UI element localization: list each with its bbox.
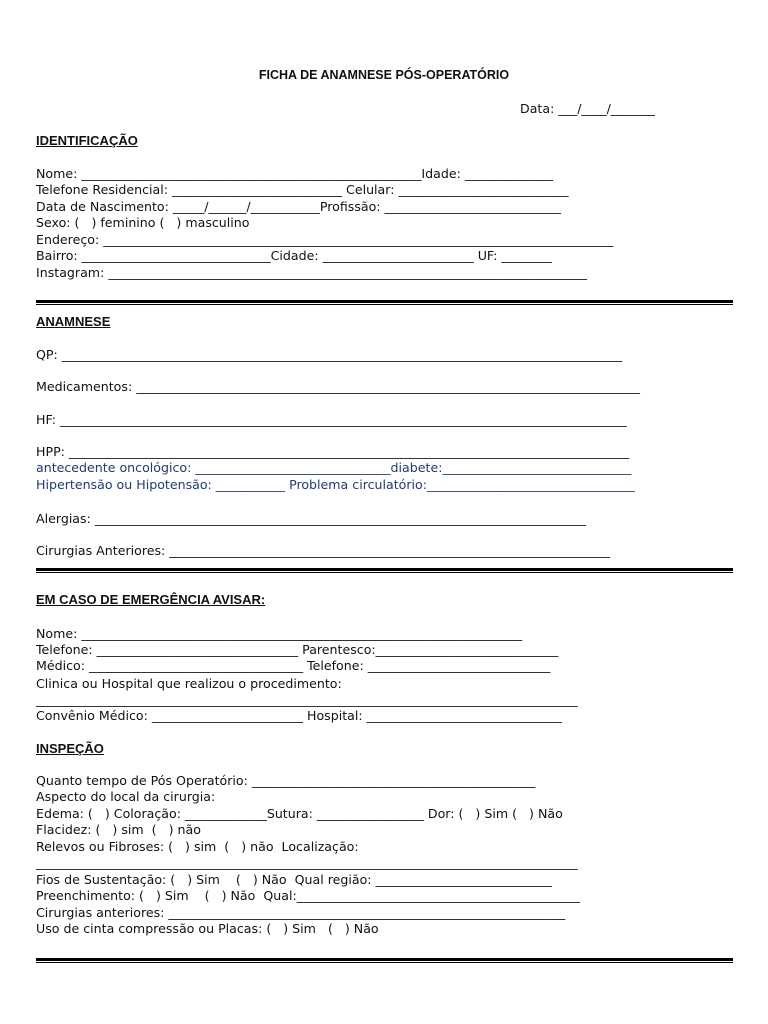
clinica-field[interactable]: ______________________________________________________________________________________	[36, 692, 578, 707]
nome-field[interactable]: Nome: ______________________________________________________Idade: ______________	[36, 166, 553, 181]
preenchimento-field[interactable]: Preenchimento: ( ) Sim ( ) Não Qual:_____________________________________________	[36, 888, 581, 903]
section-heading-inspecao: INSPEÇÃO	[36, 741, 104, 756]
section-divider	[36, 300, 733, 305]
emergencia-nome-field[interactable]: Nome: ______________________________________________________________________	[36, 626, 523, 641]
convenio-field[interactable]: Convênio Médico: ________________________ Hospital: _______________________________	[36, 708, 562, 723]
telefone-residencial-field[interactable]: Telefone Residencial: ___________________________ Celular: ___________________________	[36, 182, 569, 197]
data-nascimento-field[interactable]: Data de Nascimento: _____/______/___________Profissão: ____________________________	[36, 199, 561, 214]
emergencia-telefone-field[interactable]: Telefone: ________________________________ Parentesco:_____________________________	[36, 642, 559, 657]
localizacao-field[interactable]: ______________________________________________________________________________________	[36, 855, 578, 870]
section-heading-anamnese: ANAMNESE	[36, 314, 111, 329]
bairro-field[interactable]: Bairro: ______________________________Cidade: ________________________ UF: ________	[36, 248, 552, 263]
form-title: FICHA DE ANAMNESE PÓS-OPERATÓRIO	[258, 68, 510, 82]
clinica-label: Clinica ou Hospital que realizou o procedimento:	[36, 676, 342, 691]
cirurgias-anteriores-inspecao-field[interactable]: Cirurgias anteriores: _______________________________________________________________	[36, 905, 566, 920]
sexo-field[interactable]: Sexo: ( ) feminino ( ) masculino	[36, 215, 250, 230]
hipertensao-field[interactable]: Hipertensão ou Hipotensão: ___________ Problema circulatório:_________________________________	[36, 477, 635, 492]
endereco-field[interactable]: Endereço: _________________________________________________________________________________	[36, 232, 614, 247]
edema-field[interactable]: Edema: ( ) Coloração: _____________Sutura: _________________ Dor: ( ) Sim ( ) Não	[36, 806, 563, 821]
cirurgias-anteriores-field[interactable]: Cirurgias Anteriores: ______________________________________________________________________	[36, 543, 611, 558]
aspecto-label: Aspecto do local da cirurgia:	[36, 789, 216, 804]
oncologico-field[interactable]: antecedente oncológico: _______________________________diabete:______________________________	[36, 460, 632, 475]
flacidez-field[interactable]: Flacidez: ( ) sim ( ) não	[36, 822, 201, 837]
hf-field[interactable]: HF: __________________________________________________________________________________________	[36, 412, 627, 427]
section-divider	[36, 568, 733, 573]
hpp-field[interactable]: HPP: _________________________________________________________________________________________	[36, 444, 630, 459]
section-heading-emergencia: EM CASO DE EMERGÊNCIA AVISAR:	[36, 592, 266, 607]
emergencia-medico-field[interactable]: Médico: __________________________________ Telefone: _____________________________	[36, 658, 551, 673]
alergias-field[interactable]: Alergias: ______________________________________________________________________________	[36, 511, 586, 526]
qp-field[interactable]: QP: _________________________________________________________________________________________	[36, 347, 623, 362]
medicamentos-field[interactable]: Medicamentos: ________________________________________________________________________________	[36, 379, 640, 394]
relevos-field[interactable]: Relevos ou Fibroses: ( ) sim ( ) não Localização:	[36, 839, 359, 854]
tempo-pos-operatorio-field[interactable]: Quanto tempo de Pós Operatório: _____________________________________________	[36, 773, 536, 788]
date-field[interactable]: Data: ___/____/_______	[520, 101, 655, 116]
section-heading-identificacao: IDENTIFICAÇÃO	[36, 133, 138, 148]
cinta-field[interactable]: Uso de cinta compressão ou Placas: ( ) Sim ( ) Não	[36, 921, 379, 936]
fios-field[interactable]: Fios de Sustentação: ( ) Sim ( ) Não Qual região: ____________________________	[36, 872, 552, 887]
section-divider	[36, 958, 733, 963]
instagram-field[interactable]: Instagram: ____________________________________________________________________________	[36, 265, 587, 280]
